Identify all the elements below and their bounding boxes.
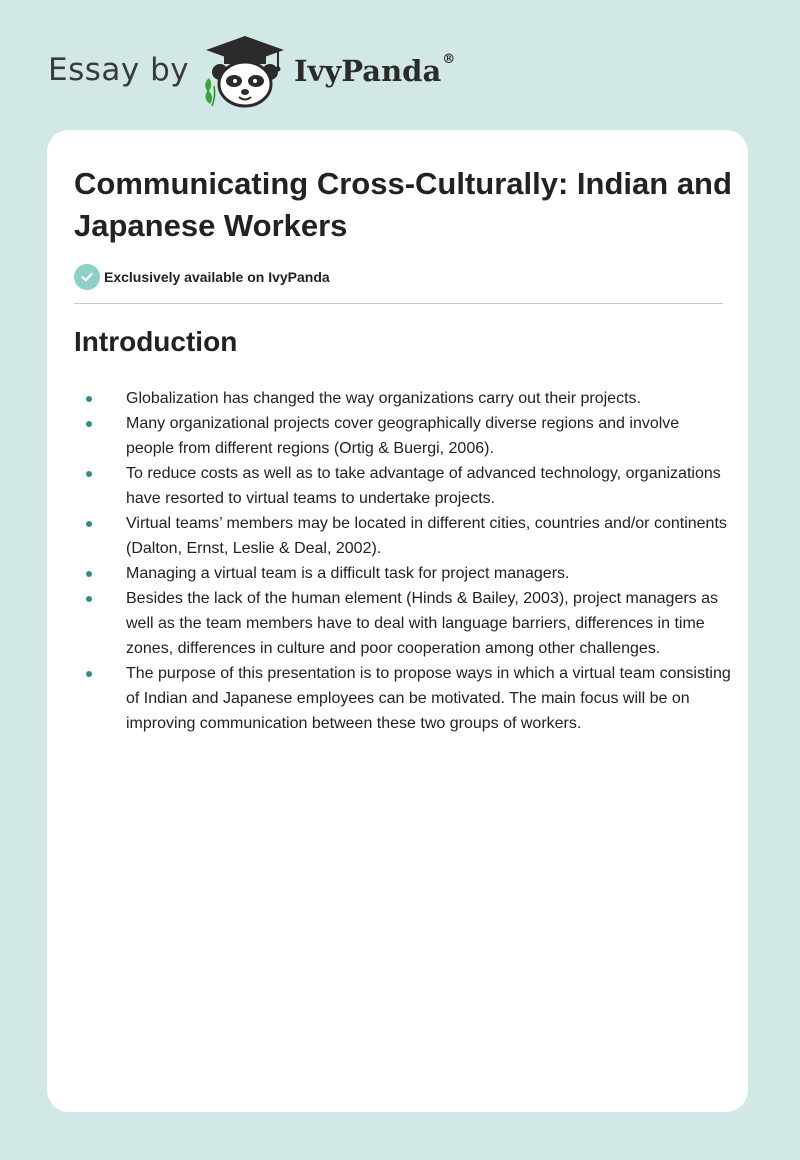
bullet-dot: [86, 421, 92, 427]
essay-by-label: Essay by: [48, 52, 190, 88]
bullet-list: [126, 386, 731, 736]
list-item-text: The purpose of this presentation is to propose ways in which a virtual team consisting of Indian and Japanese employees can be motivated. The main focus will be on improving communication between these two groups of workers.: [126, 665, 731, 732]
bullet-dot: [86, 471, 92, 477]
site-header: [48, 30, 468, 110]
list-item: [126, 561, 731, 586]
list-item-text: Virtual teams’ members may be located in different cities, countries and/or continents (Dalton, Ernst, Leslie & Deal, 2002).: [126, 515, 727, 557]
list-item: [126, 386, 731, 411]
bullet-dot: [86, 396, 92, 402]
bullet-dot: [86, 596, 92, 602]
list-item-text: Managing a virtual team is a difficult task for project managers.: [126, 565, 570, 582]
list-item: [126, 586, 731, 661]
essay-card: [47, 130, 748, 1112]
list-item-text: Many organizational projects cover geographically diverse regions and involve people from different regions (Ortig & Buergi, 2006).: [126, 415, 680, 457]
page-title: Communicating Cross-Culturally: Indian and Japanese Workers: [74, 166, 732, 243]
list-item-text: Besides the lack of the human element (Hinds & Bailey, 2003), project managers as well as the team members have to deal with language barriers, differences in time zones, differences in culture and poor cooperation among other challenges.: [126, 590, 719, 657]
exclusive-badge-text: Exclusively available on IvyPanda: [104, 269, 330, 285]
divider: [74, 303, 723, 304]
list-item: [126, 661, 731, 736]
list-item-text: Globalization has changed the way organizations carry out their projects.: [126, 390, 641, 407]
exclusive-badge: [74, 263, 330, 291]
bullet-dot: [86, 671, 92, 677]
bullet-dot: [86, 521, 92, 527]
check-circle-icon: [74, 264, 100, 290]
list-item: [126, 461, 731, 511]
list-item-text: To reduce costs as well as to take advantage of advanced technology, organizations have resorted to virtual teams to undertake projects.: [126, 465, 721, 507]
list-item: [126, 411, 731, 461]
bullet-dot: [86, 571, 92, 577]
section-heading: Introduction: [74, 326, 238, 357]
list-item: [126, 511, 731, 561]
panda-graduation-cap-icon[interactable]: [200, 34, 290, 110]
brand-name[interactable]: IvyPanda®: [294, 52, 456, 88]
trademark-symbol: ®: [442, 52, 456, 67]
